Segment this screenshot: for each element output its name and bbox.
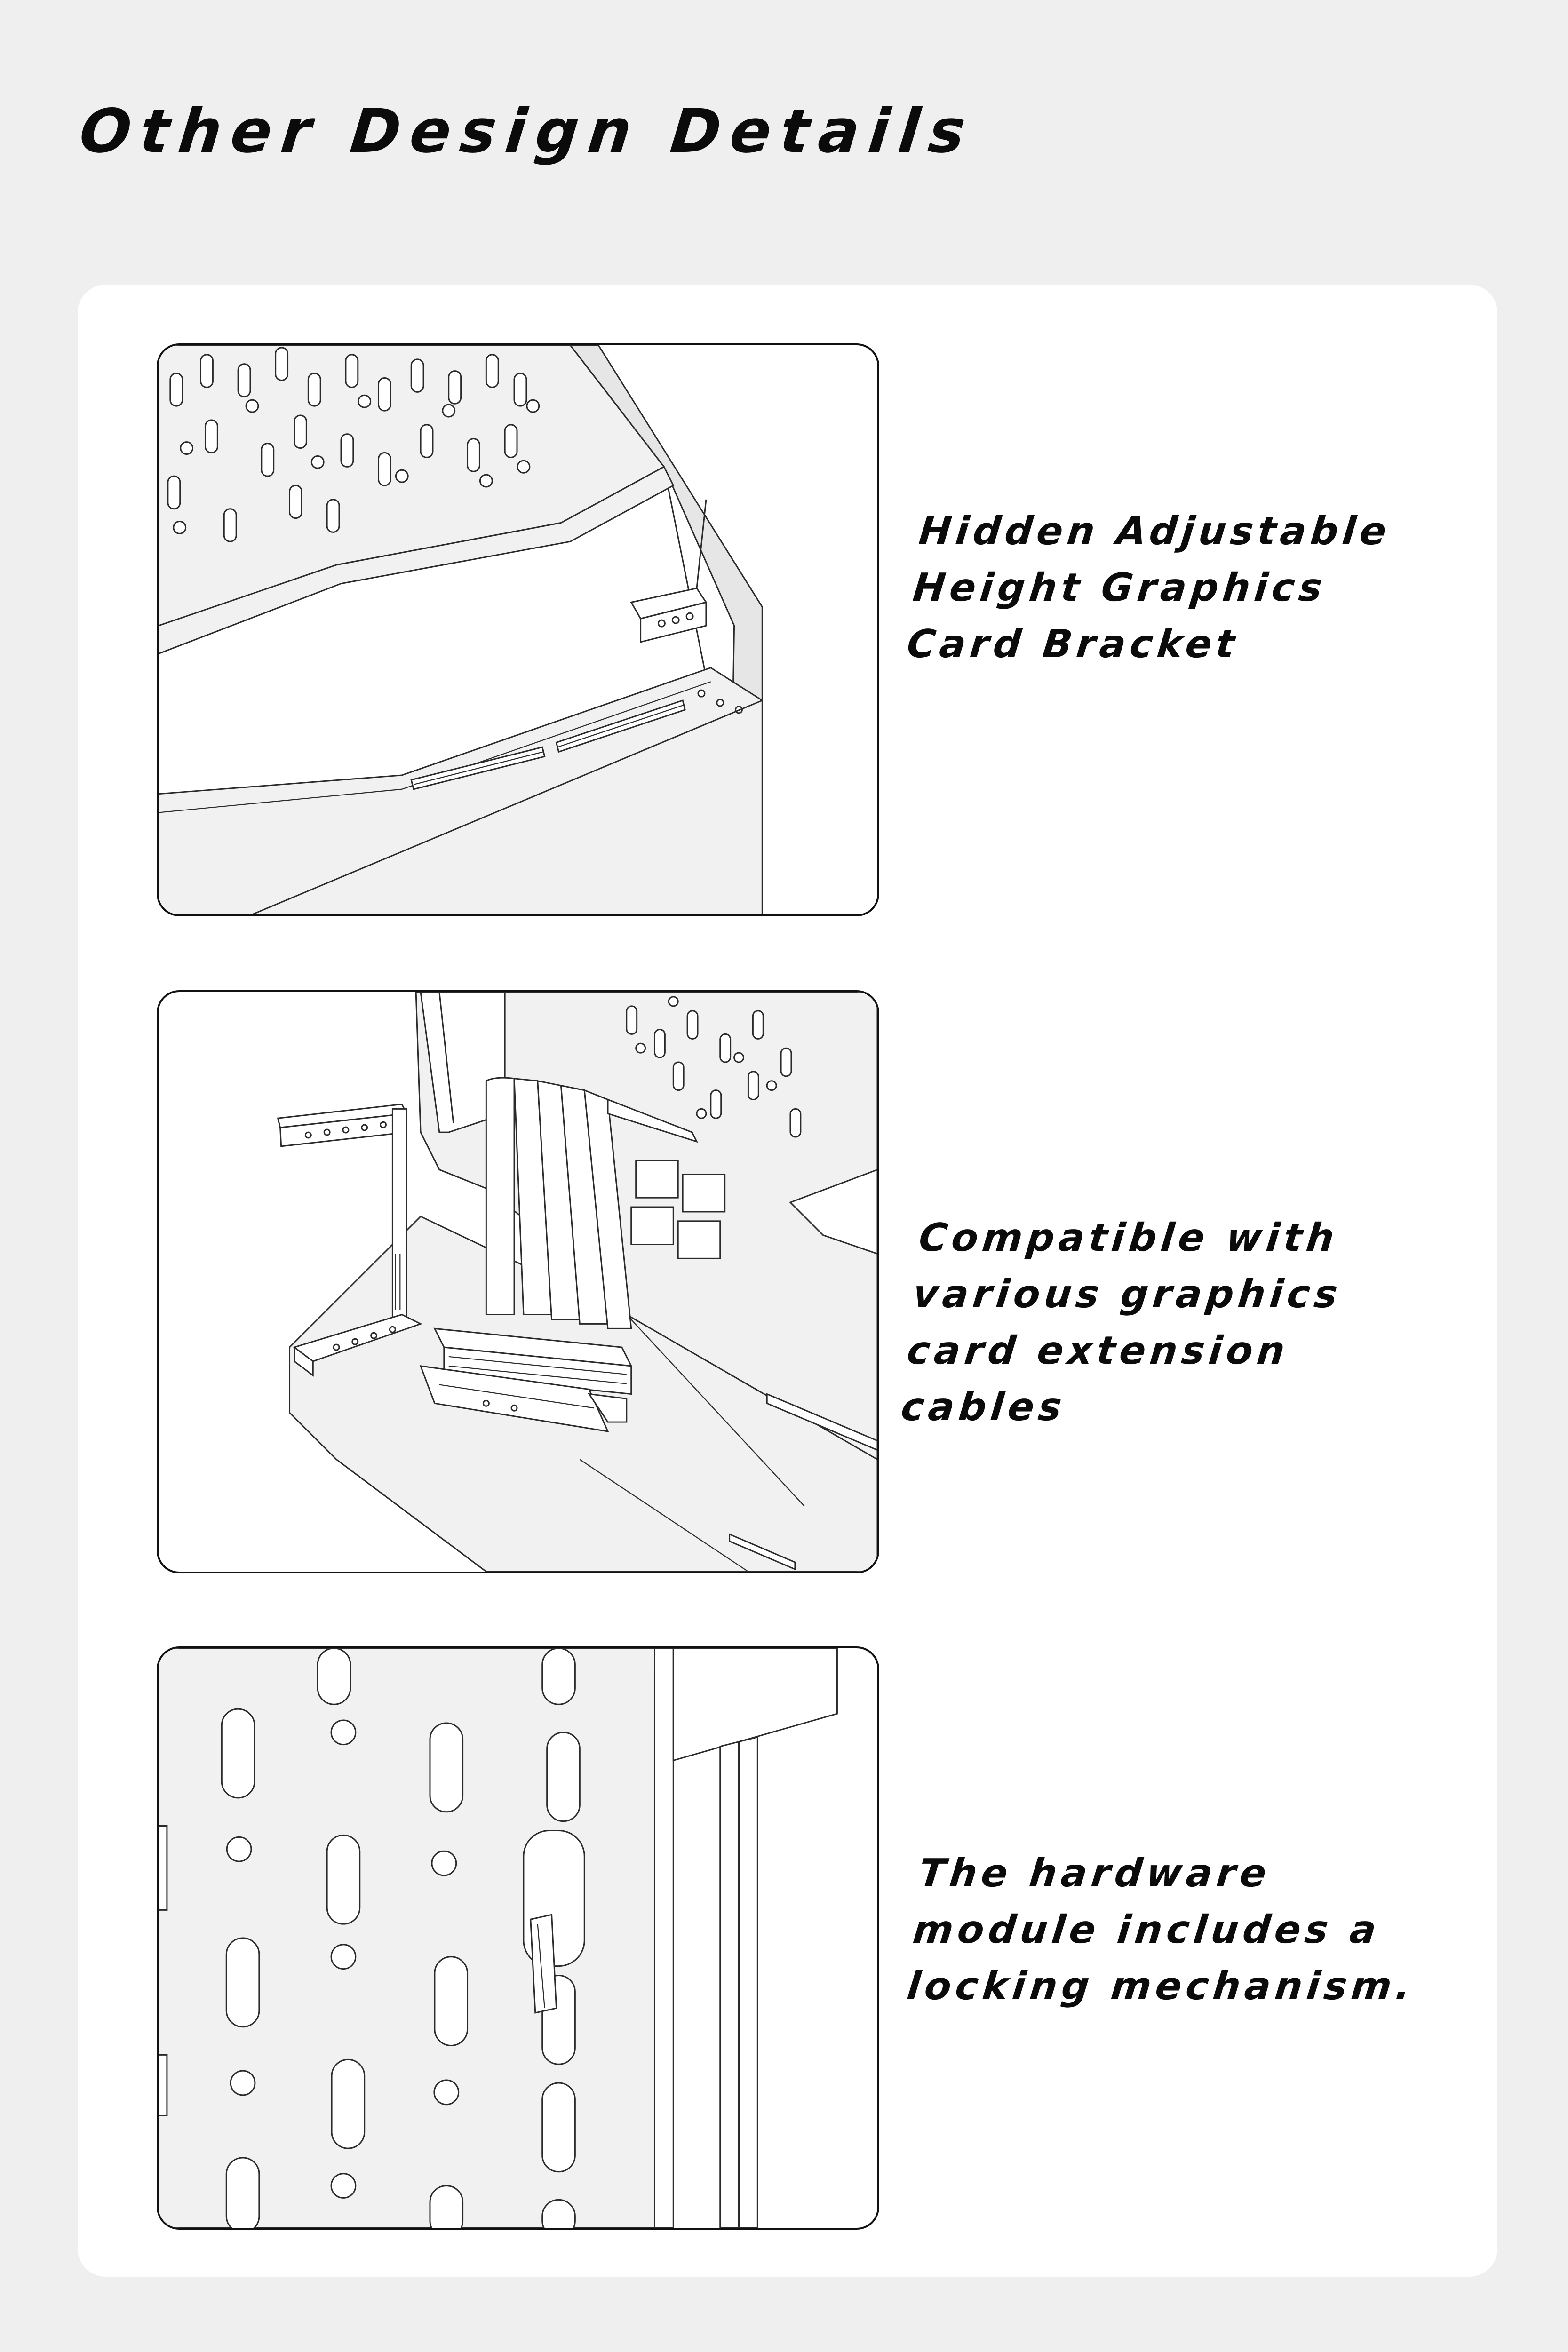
feature-caption: Hidden Adjustable Height Graphics Card Bracket bbox=[905, 509, 1393, 667]
feature-caption: Compatible with various graphics card extension cables bbox=[899, 1216, 1344, 1430]
page-title: Other Design Details bbox=[76, 96, 978, 167]
details-card bbox=[78, 285, 1497, 2277]
graphics-card-bracket-drawing bbox=[157, 343, 879, 916]
feature-caption: The hardware module includes a locking mechanism. bbox=[905, 1851, 1417, 2009]
locking-mechanism-drawing bbox=[157, 1646, 879, 2230]
extension-cable-drawing bbox=[157, 990, 879, 1573]
